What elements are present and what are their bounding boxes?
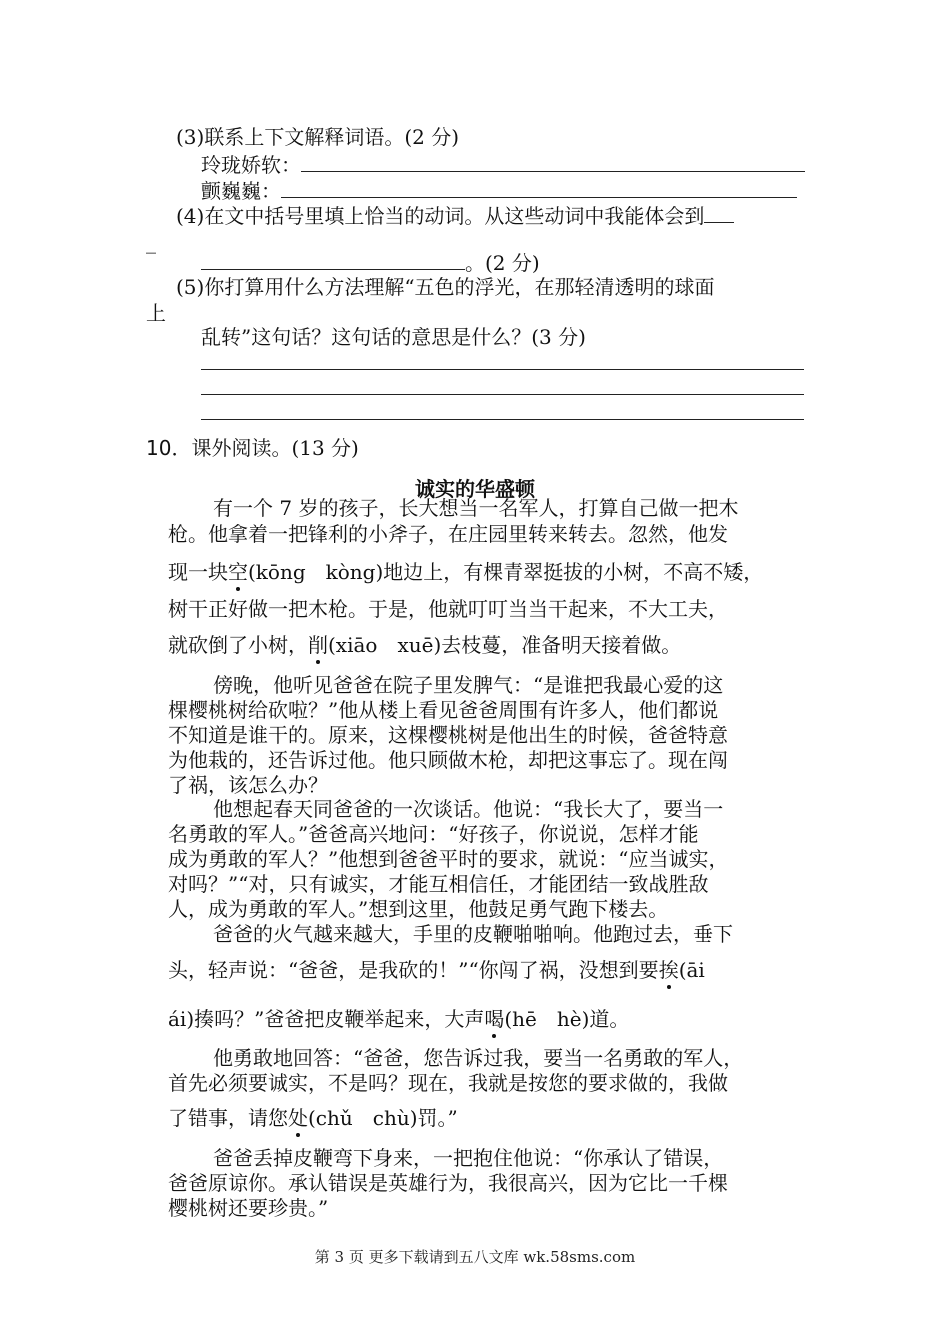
q4-row bbox=[176, 202, 734, 229]
q3-word2-label: 颤巍巍： bbox=[201, 179, 281, 203]
p3-line5: 人，成为勇敢的军人。”想到这里，他鼓足勇气跑下楼去。 bbox=[168, 897, 669, 921]
q3-word2-row bbox=[201, 177, 797, 204]
p4-line1: 爸爸的火气越来越大，手里的皮鞭啪啪响。他跑过去，垂下 bbox=[213, 922, 733, 946]
p2-line5: 了祸，该怎么办？ bbox=[168, 773, 328, 797]
q4-prompt: (4)在文中括号里填上恰当的动词。从这些动词中我能体会到 bbox=[176, 204, 705, 228]
p5-line3-b: (chǔ chù)罚。” bbox=[308, 1106, 458, 1130]
p4-line3 bbox=[168, 1006, 629, 1032]
p3-line2: 名勇敢的军人。”爸爸高兴地问：“好孩子，你说说，怎样才能 bbox=[168, 822, 699, 846]
p3-line3: 成为勇敢的军人？”他想到爸爸平时的要求，就说：“应当诚实， bbox=[168, 847, 729, 871]
p4-dotted-char-he: 喝 bbox=[484, 1007, 505, 1031]
q4-row2 bbox=[201, 249, 540, 276]
p1-line3-b: (kōng kòng)地边上，有棵青翠挺拔的小树，不高不矮， bbox=[248, 560, 764, 584]
p6-line1: 爸爸丢掉皮鞭弯下身来，一把抱住他说：“你承认了错误， bbox=[213, 1146, 724, 1170]
p5-line3-a: 了错事，请您 bbox=[168, 1106, 288, 1130]
p6-line2: 爸爸原谅你。承认错误是英雄行为，我很高兴，因为它比一千棵 bbox=[168, 1171, 728, 1195]
q10-heading bbox=[146, 435, 359, 461]
p5-line2: 首先必须要诚实，不是吗？现在，我就是按您的要求做的，我做 bbox=[168, 1071, 728, 1095]
p5-line3 bbox=[168, 1105, 458, 1131]
p1-dotted-char-kong: 空 bbox=[228, 560, 248, 584]
p1-line4: 树干正好做一把木枪。于是，他就叮叮当当干起来，不大工夫， bbox=[168, 597, 728, 621]
q10-label: 课外阅读。(13 分) bbox=[191, 436, 359, 460]
q3-prompt: (3)联系上下文解释词语。(2 分) bbox=[176, 125, 460, 149]
story-title: 诚实的华盛顿 bbox=[415, 477, 535, 501]
p1-dotted-char-xiao: 削 bbox=[308, 633, 328, 657]
p1-line1: 有一个 7 岁的孩子，长大想当一名军人，打算自己做一把木 bbox=[213, 496, 739, 520]
p1-line3-a: 现一块 bbox=[168, 560, 228, 584]
p4-line3-b: (hē hè)道。 bbox=[504, 1007, 630, 1031]
page-footer: 第 3 页 更多下载请到五八文库 wk.58sms.com bbox=[314, 1248, 636, 1266]
p1-line2: 枪。他拿着一把锋利的小斧子，在庄园里转来转去。忽然，他发 bbox=[168, 522, 728, 546]
p1-line5-a: 就砍倒了小树， bbox=[168, 633, 308, 657]
p2-line3: 不知道是谁干的。原来，这棵樱桃树是他出生的时候，爸爸特意 bbox=[168, 723, 728, 747]
p4-line2 bbox=[168, 957, 705, 983]
q3-word2-answer-blank[interactable] bbox=[281, 177, 797, 198]
q3-word1-row bbox=[201, 151, 805, 178]
p2-line2: 棵樱桃树给砍啦？”他从楼上看见爸爸周围有许多人，他们都说 bbox=[168, 698, 719, 722]
q4-suffix: 。(2 分) bbox=[465, 251, 540, 275]
p4-line2-a: 头，轻声说：“爸爸，是我砍的！”“你闯了祸，没想到要 bbox=[168, 958, 659, 982]
q10-number: 10． bbox=[146, 436, 192, 460]
p1-line5-b: (xiāo xuē)去枝蔓，准备明天接着做。 bbox=[328, 633, 682, 657]
p1-line5 bbox=[168, 632, 681, 658]
p4-line3-a: ái)揍吗？”爸爸把皮鞭举起来，大声 bbox=[168, 1007, 485, 1031]
p5-line1: 他勇敢地回答：“爸爸，您告诉过我，要当一名勇敢的军人， bbox=[213, 1046, 744, 1070]
q5-wrap: 上 bbox=[146, 301, 166, 325]
p3-line1: 他想起春天同爸爸的一次谈话。他说：“我长大了，要当一 bbox=[213, 797, 724, 821]
p2-line4: 为他栽的，还告诉过他。他只顾做木枪，却把这事忘了。现在闯 bbox=[168, 748, 728, 772]
q5-answer-line-1[interactable] bbox=[201, 369, 804, 370]
p6-line3: 樱桃树还要珍贵。” bbox=[168, 1196, 329, 1220]
q4-wrap: _ bbox=[146, 230, 156, 254]
q3-word1-answer-blank[interactable] bbox=[301, 151, 805, 172]
q4-answer-blank-b[interactable] bbox=[201, 249, 465, 270]
q5-prompt: (5)你打算用什么方法理解“五色的浮光，在那轻清透明的球面 bbox=[176, 275, 715, 299]
q5-answer-line-2[interactable] bbox=[201, 394, 804, 395]
q3-word1-label: 玲珑娇软： bbox=[201, 153, 301, 177]
q4-answer-blank-a[interactable] bbox=[704, 202, 734, 223]
p4-dotted-char-ai: 挨 bbox=[658, 958, 679, 982]
q5-line2: 乱转”这句话？这句话的意思是什么？(3 分) bbox=[201, 325, 586, 349]
p4-line2-b: (āi bbox=[678, 958, 705, 982]
p1-line3 bbox=[168, 559, 763, 585]
p3-line4: 对吗？”“对，只有诚实，才能互相信任，才能团结一致战胜敌 bbox=[168, 872, 709, 896]
p2-line1: 傍晚，他听见爸爸在院子里发脾气：“是谁把我最心爱的这 bbox=[213, 673, 724, 697]
q5-answer-line-3[interactable] bbox=[201, 419, 804, 420]
p5-dotted-char-chu: 处 bbox=[288, 1106, 308, 1130]
